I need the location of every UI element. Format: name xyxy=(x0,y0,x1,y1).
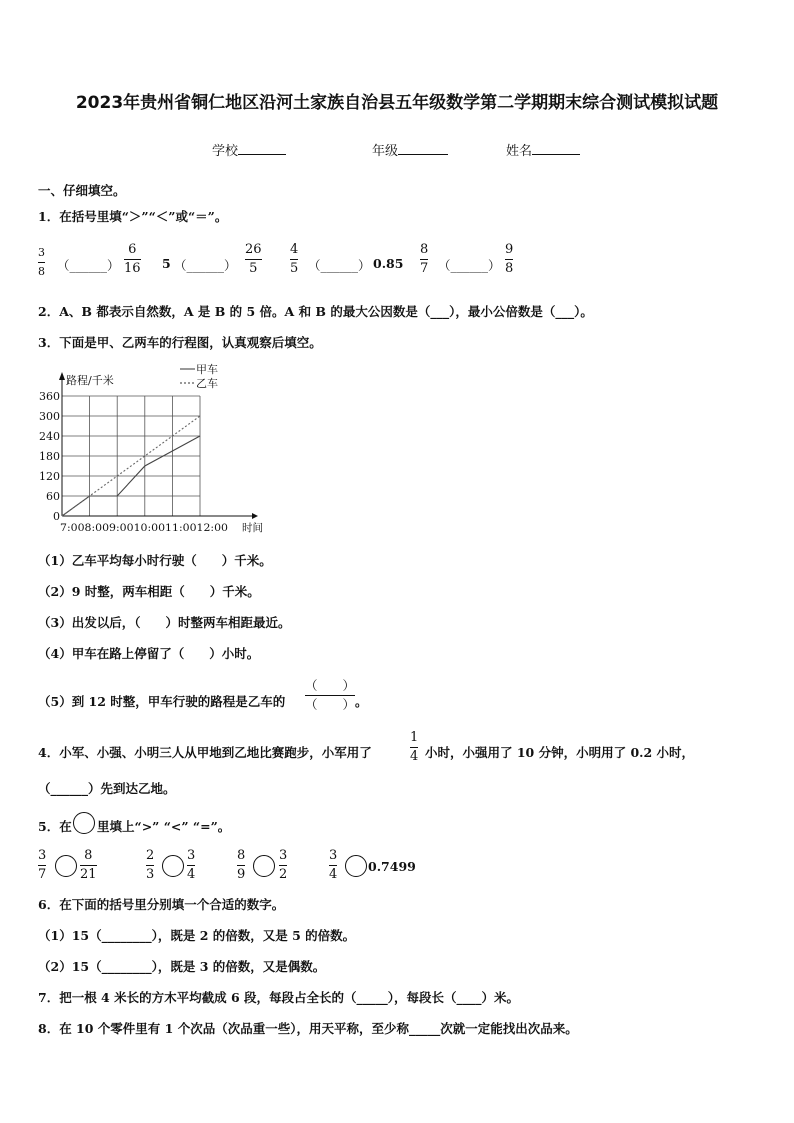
x-tick-labels: 7:008:009:0010:0011:0012:00 xyxy=(60,522,228,534)
q5-decimal: 0.7499 xyxy=(368,859,416,874)
y-tick-label: 120 xyxy=(39,470,60,483)
q1-paren-3: （______） xyxy=(308,258,371,273)
x-axis-label: 时间 xyxy=(242,522,263,534)
question-3-sub3: （3）出发以后，（ ）时整两车相距最近。 xyxy=(38,615,291,630)
grade-label: 年级 xyxy=(372,144,399,159)
q4-fraction: 1 4 xyxy=(410,730,419,764)
q5-frac-b2: 3 4 xyxy=(187,848,196,882)
compare-circle xyxy=(73,812,95,834)
q5-circle-2[interactable] xyxy=(162,855,184,877)
legend-label-jia: 甲车 xyxy=(196,363,218,376)
y-axis-label: 路程/千米 xyxy=(66,374,114,387)
name-field xyxy=(506,140,580,159)
question-3-sub5: （5）到 12 时整，甲车行驶的路程是乙车的 xyxy=(38,694,286,709)
q1-paren-2: （______） xyxy=(174,258,237,273)
q5-frac-a1: 3 7 xyxy=(38,848,47,882)
question-8: 8．在 10 个零件里有 1 个次品（次品重一些），用天平称，至少称_____次就一定能找出次品来。 xyxy=(38,1021,578,1036)
question-6-sub1: （1）15（________），既是 2 的倍数，又是 5 的倍数。 xyxy=(38,928,356,943)
travel-chart xyxy=(30,362,290,538)
name-blank xyxy=(532,154,580,155)
y-axis-arrow xyxy=(59,372,65,380)
q1-paren-1: （______） xyxy=(57,258,120,273)
q1-paren-4: （______） xyxy=(438,258,501,273)
question-5-b: 里填上“>” “<” “=”。 xyxy=(97,819,231,834)
x-axis-arrow xyxy=(252,513,258,519)
q1-frac-a3: 4 5 xyxy=(290,242,299,276)
question-2: 2．A、B 都表示自然数，A 是 B 的 5 倍。A 和 B 的最大公因数是（___），最小公倍数是（___）。 xyxy=(38,304,593,319)
question-4-cont: 小时，小强用了 10 分钟，小明用了 0.2 小时， xyxy=(425,745,695,760)
question-3-sub2: （2）9 时整，两车相距（ ）千米。 xyxy=(38,584,260,599)
q1-frac-a4: 8 7 xyxy=(420,242,429,276)
question-7: 7．把一根 4 米长的方木平均截成 6 段，每段占全长的（_____），每段长（____）米。 xyxy=(38,990,520,1005)
question-3-sub1: （1）乙车平均每小时行驶（ ）千米。 xyxy=(38,553,272,568)
q5-frac-a3: 8 9 xyxy=(237,848,246,882)
legend-label-yi: 乙车 xyxy=(196,377,218,390)
school-label: 学校 xyxy=(212,144,239,159)
q5-circle-4[interactable] xyxy=(345,855,367,877)
q1-frac-a1: 3 8 xyxy=(38,246,45,278)
y-tick-label: 240 xyxy=(39,430,60,443)
q1-num-a2: 5 xyxy=(162,256,171,271)
q1-frac-b4: 9 8 xyxy=(505,242,514,276)
question-6: 6．在下面的括号里分别填一个合适的数字。 xyxy=(38,897,285,912)
question-1: 1．在括号里填“＞”“＜”或“＝”。 xyxy=(38,209,228,224)
grade-blank xyxy=(398,154,448,155)
question-4-line2: （______）先到达乙地。 xyxy=(38,781,176,796)
q3-sub5-end: 。 xyxy=(355,694,368,709)
q5-frac-b3: 3 2 xyxy=(279,848,288,882)
page-title: 2023年贵州省铜仁地区沿河土家族自治县五年级数学第二学期期末综合测试模拟试题 xyxy=(75,93,719,113)
question-3: 3．下面是甲、乙两车的行程图，认真观察后填空。 xyxy=(38,335,322,350)
series-line-yi xyxy=(62,416,200,516)
grade-field xyxy=(372,140,448,159)
q5-circle-3[interactable] xyxy=(253,855,275,877)
name-label: 姓名 xyxy=(506,144,533,159)
q5-frac-b1: 8 21 xyxy=(80,848,97,882)
y-tick-label: 180 xyxy=(39,450,60,463)
y-tick-label: 60 xyxy=(46,490,60,503)
q1-frac-b2: 26 5 xyxy=(245,242,262,276)
q1-frac-b1: 6 16 xyxy=(124,242,141,276)
question-3-sub4: （4）甲车在路上停留了（ ）小时。 xyxy=(38,646,260,661)
y-tick-label: 0 xyxy=(53,510,60,523)
q5-frac-a2: 2 3 xyxy=(146,848,155,882)
question-6-sub2: （2）15（________），既是 3 的倍数，又是偶数。 xyxy=(38,959,326,974)
q5-circle-1[interactable] xyxy=(55,855,77,877)
section-heading: 一、仔细填空。 xyxy=(38,183,126,198)
q3-answer-fraction: （ ） （ ） xyxy=(305,678,356,712)
question-5-a: 5．在 xyxy=(38,819,72,834)
question-4: 4．小军、小强、小明三人从甲地到乙地比赛跑步，小军用了 xyxy=(38,745,372,760)
y-tick-label: 360 xyxy=(39,390,60,403)
y-tick-label: 300 xyxy=(39,410,60,423)
q1-num-b3: 0.85 xyxy=(373,256,404,271)
school-blank xyxy=(238,154,286,155)
q5-frac-a4: 3 4 xyxy=(329,848,338,882)
school-field xyxy=(212,140,286,159)
